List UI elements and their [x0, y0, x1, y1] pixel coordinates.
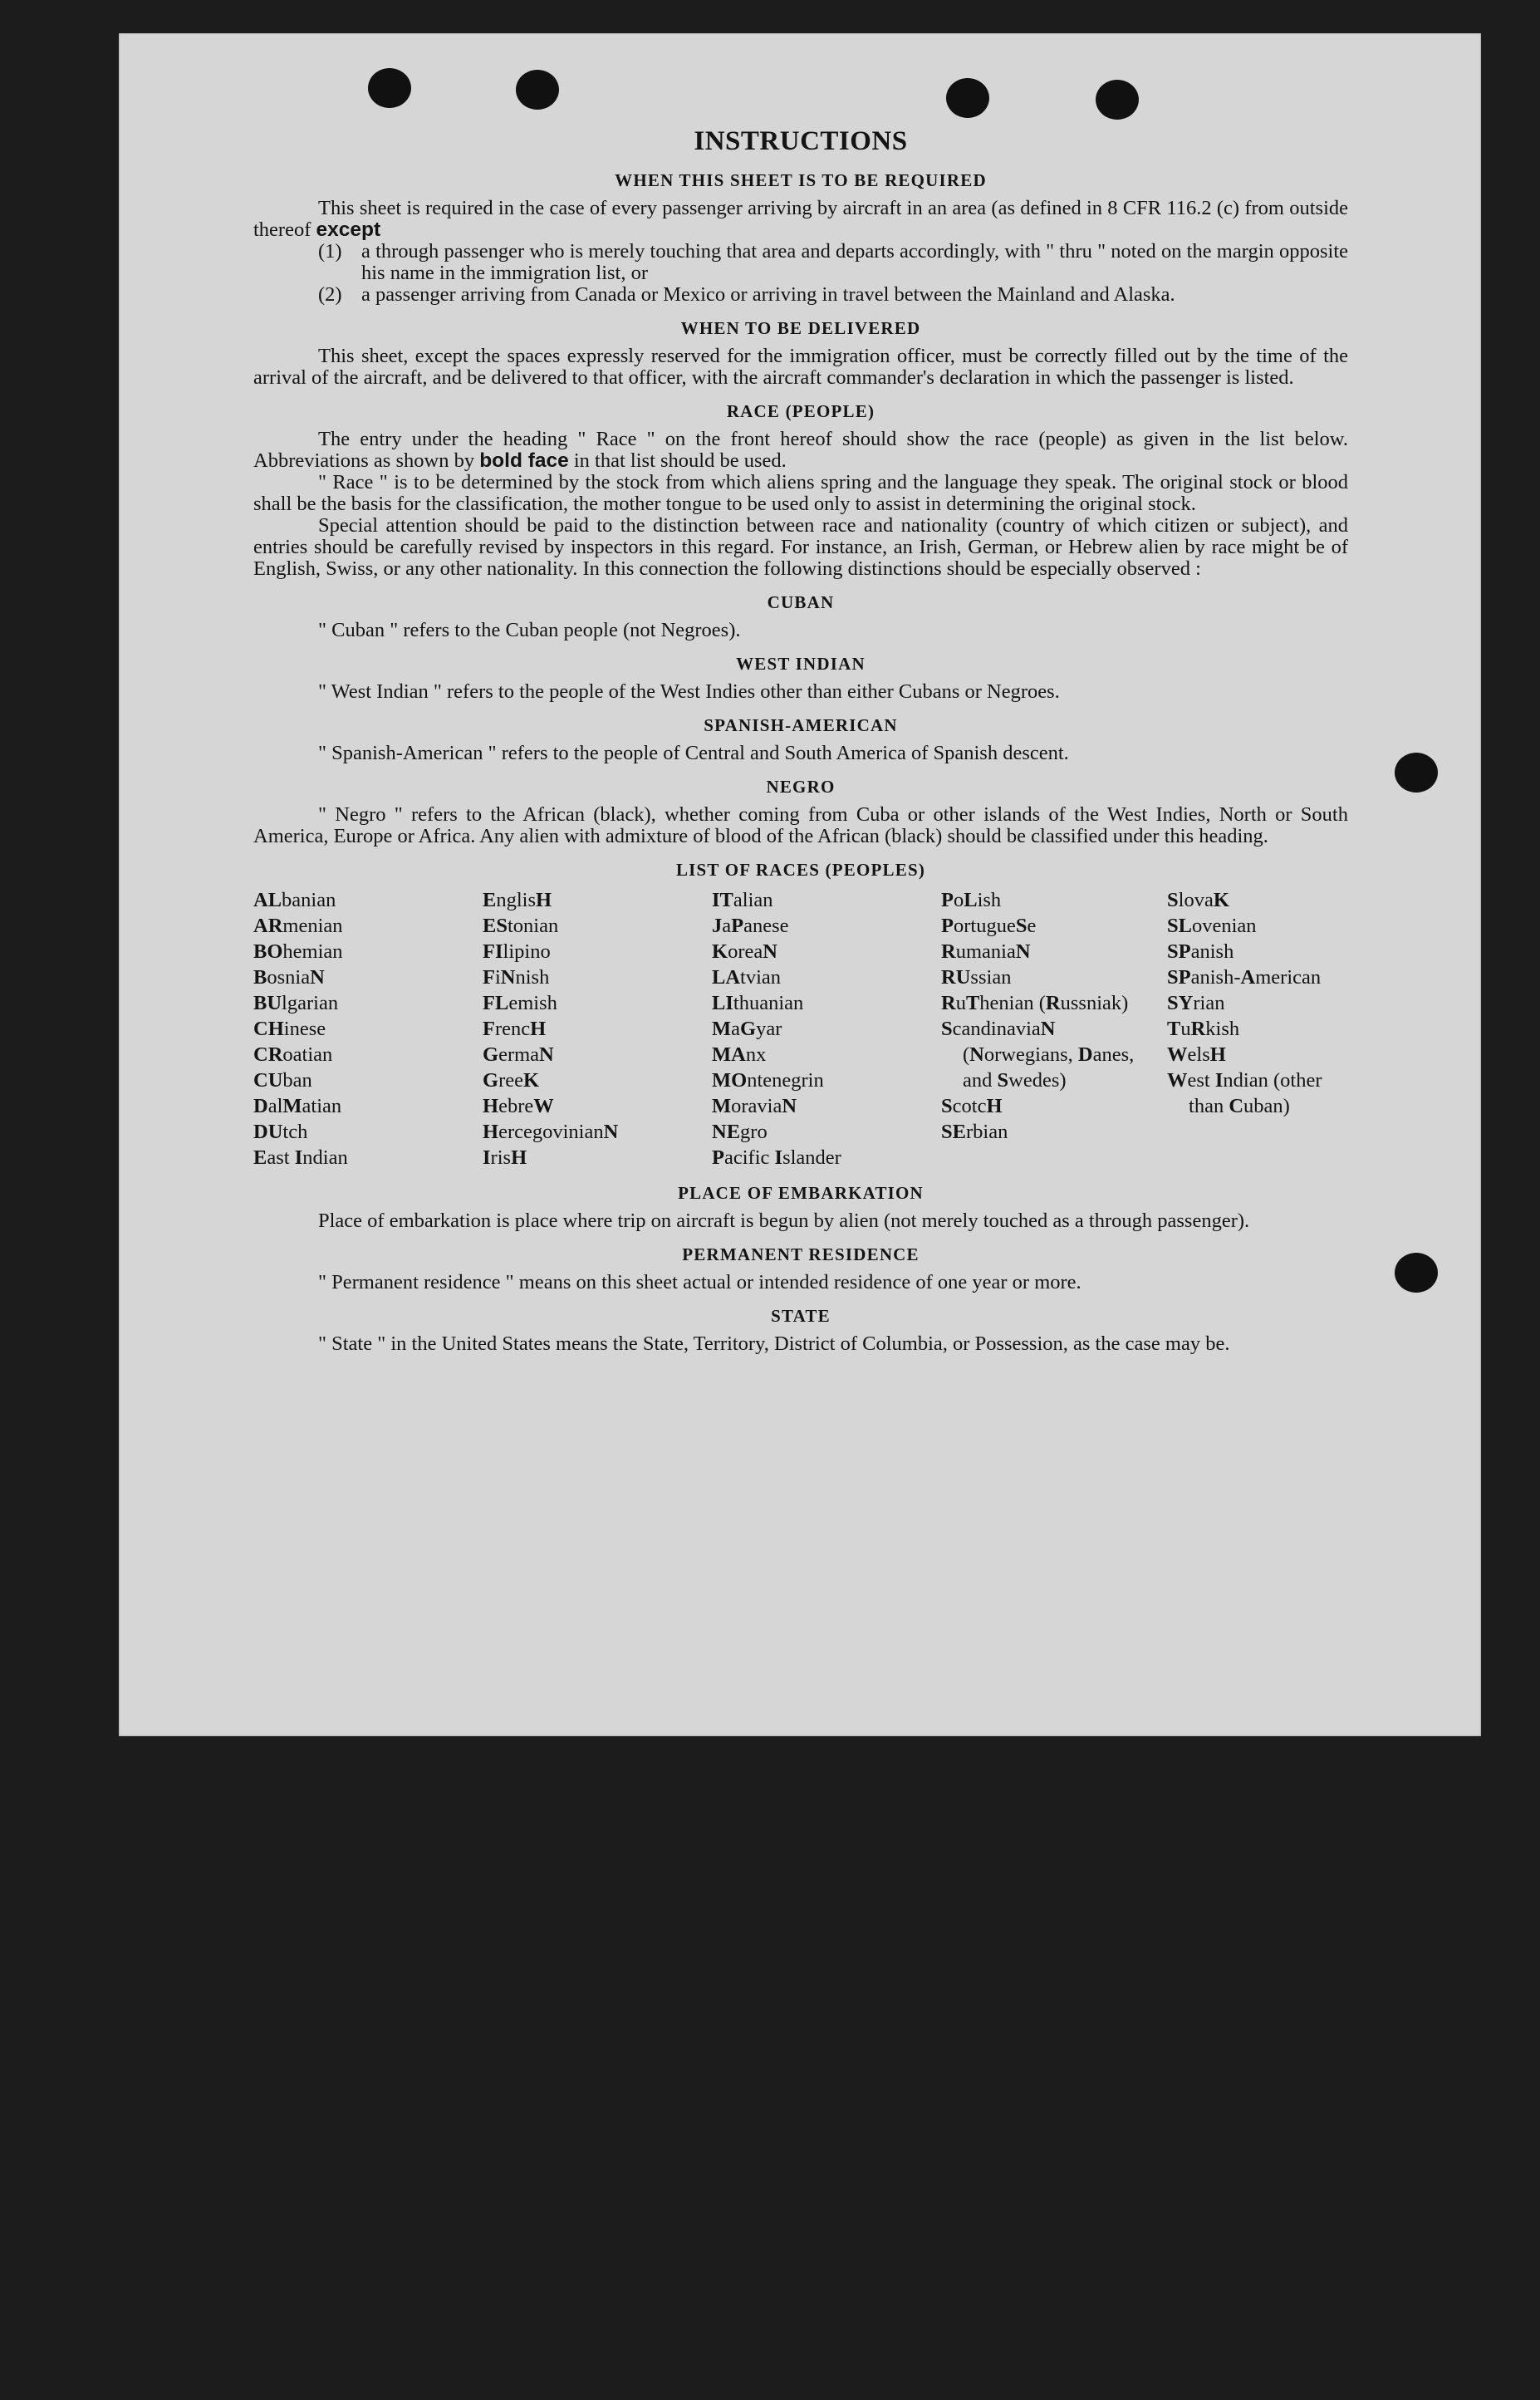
- paragraph: This sheet, except the spaces expressly reserved for the immigration officer, must be correctly filled out by the time of the arrival of the aircraft, and be delivered to that officer, with the aircraft commander's declaration in which the passenger is listed.: [253, 345, 1348, 389]
- race-entry: RUssian: [941, 966, 1012, 989]
- race-entry: BOhemian: [253, 940, 343, 963]
- race-entry: SPanish-American: [1167, 966, 1322, 989]
- race-entry: RumaniaN: [941, 940, 1031, 963]
- race-column: [941, 887, 1167, 1171]
- paragraph: " West Indian " refers to the people of the West Indies other than either Cubans or Negroes.: [318, 680, 1060, 703]
- race-entry: East Indian: [253, 1146, 348, 1169]
- emphasis-text: bold face: [479, 449, 569, 472]
- paragraph: Special attention should be paid to the distinction between race and nationality (country of which citizen or subject), and entries should be carefully revised by inspectors in this regard. For instance, an Irish, German, or Hebrew alien by race might be of English, Swiss, or any other nationality. In this connection the following distinctions should be especially observed :: [253, 514, 1348, 580]
- race-entry: GreeK: [483, 1069, 540, 1092]
- race-entry: FLemish: [483, 992, 557, 1014]
- section-heading: WHEN THIS SHEET IS TO BE REQUIRED: [615, 170, 987, 190]
- section-heading: CUBAN: [767, 592, 835, 612]
- punch-hole: [1395, 753, 1438, 793]
- punch-hole: [1096, 80, 1139, 120]
- item-text: a through passenger who is merely touching that area and departs accordingly, with " thru " noted on the margin opposite his name in the immigration list, or: [361, 240, 1348, 284]
- race-entry: JaPanese: [712, 915, 789, 937]
- section-heading: PLACE OF EMBARKATION: [678, 1183, 924, 1203]
- list-item: [318, 284, 1348, 306]
- paragraph: " Negro " refers to the African (black), whether coming from Cuba or other islands of the West Indies, North or South America, Europe or Africa. Any alien with admixture of blood of the African (black) should be classified under this heading.: [253, 803, 1348, 847]
- item-number: (1): [318, 240, 342, 263]
- punch-hole: [368, 68, 411, 108]
- race-entry: WelsH: [1167, 1043, 1226, 1066]
- section-heading: LIST OF RACES (PEOPLES): [675, 860, 926, 880]
- section-heading: NEGRO: [766, 777, 836, 797]
- race-entry: IrisH: [483, 1146, 527, 1169]
- race-entry: FrencH: [483, 1018, 547, 1040]
- race-list: [253, 887, 1348, 1171]
- list-item: [318, 241, 1348, 284]
- paragraph-text: This sheet is required in the case of every passenger arriving by aircraft in an area (as defined in 8 CFR 116.2 (c) from outside thereof: [253, 197, 1348, 241]
- race-entry: EStonian: [483, 915, 559, 937]
- race-entry: SlovaK: [1167, 889, 1229, 911]
- race-column: [712, 887, 941, 1171]
- race-entry: ScotcH: [941, 1095, 1003, 1117]
- race-entry: LAtvian: [712, 966, 782, 989]
- paragraph-text: The entry under the heading " Race " on the front hereof should show the race (people) as given in the list below. Abbreviations as shown by: [253, 428, 1348, 472]
- paragraph: " Spanish-American " refers to the people of Central and South America of Spanish descent.: [318, 742, 1069, 764]
- paragraph: " Race " is to be determined by the stock from which aliens spring and the language they speak. The original stock or blood shall be the basis for the classification, the mother tongue to be used only to assist in determining the original stock.: [253, 471, 1348, 515]
- race-entry: GermaN: [483, 1043, 554, 1066]
- race-entry: SPanish: [1167, 940, 1234, 963]
- race-entry: NEgro: [712, 1121, 768, 1143]
- instructions-content: [253, 125, 1348, 1355]
- race-column: [483, 887, 712, 1171]
- section-heading: RACE (PEOPLE): [726, 401, 875, 421]
- emphasis-text: except: [316, 218, 381, 241]
- punch-hole: [946, 78, 989, 118]
- race-entry: MoraviaN: [712, 1095, 797, 1117]
- race-entry: CUban: [253, 1069, 312, 1092]
- paragraph: " State " in the United States means the State, Territory, District of Columbia, or Possession, as the case may be.: [318, 1333, 1230, 1355]
- race-entry: SErbian: [941, 1121, 1008, 1143]
- race-entry: ScandinaviaN (Norwegians, Danes, and Swedes): [941, 1018, 1135, 1092]
- race-entry: PortugueSe: [941, 915, 1037, 937]
- section-heading: WHEN TO BE DELIVERED: [680, 318, 921, 338]
- race-entry: ALbanian: [253, 889, 336, 911]
- race-entry: CRoatian: [253, 1043, 333, 1066]
- paragraph: Place of embarkation is place where trip on aircraft is begun by alien (not merely touched as a through passenger).: [318, 1210, 1250, 1232]
- paragraph: " Cuban " refers to the Cuban people (not Negroes).: [318, 619, 741, 641]
- race-entry: BosniaN: [253, 966, 325, 989]
- race-entry: West Indian (other than Cuban): [1167, 1069, 1322, 1117]
- race-entry: ARmenian: [253, 915, 343, 937]
- race-entry: SYrian: [1167, 992, 1225, 1014]
- paragraph: [253, 198, 1348, 241]
- race-entry: FiNnish: [483, 966, 550, 989]
- race-entry: HercegovinianN: [483, 1121, 619, 1143]
- punch-hole: [516, 70, 559, 110]
- document-sheet: [119, 33, 1481, 1736]
- paragraph: [253, 429, 1348, 472]
- paragraph-text: in that list should be used.: [568, 449, 787, 472]
- item-text: a passenger arriving from Canada or Mexico or arriving in travel between the Mainland and Alaska.: [361, 283, 1175, 306]
- race-entry: MAnx: [712, 1043, 767, 1066]
- race-column: [253, 887, 483, 1171]
- section-heading: PERMANENT RESIDENCE: [682, 1244, 920, 1264]
- race-entry: HebreW: [483, 1095, 554, 1117]
- punch-hole: [1395, 1253, 1438, 1293]
- paragraph: " Permanent residence " means on this sheet actual or intended residence of one year or more.: [318, 1271, 1081, 1293]
- race-entry: SLovenian: [1167, 915, 1257, 937]
- race-entry: RuThenian (Russniak): [941, 992, 1129, 1014]
- race-entry: ITalian: [712, 889, 773, 911]
- section-heading: SPANISH-AMERICAN: [704, 715, 898, 735]
- race-entry: EnglisH: [483, 889, 552, 911]
- race-entry: PoLish: [941, 889, 1002, 911]
- section-heading: STATE: [771, 1306, 831, 1326]
- race-column: [1167, 887, 1348, 1171]
- race-entry: KoreaN: [712, 940, 777, 963]
- race-entry: DUtch: [253, 1121, 308, 1143]
- item-number: (2): [318, 283, 342, 306]
- race-entry: MaGyar: [712, 1018, 782, 1040]
- race-entry: LIthuanian: [712, 992, 804, 1014]
- race-entry: FIlipino: [483, 940, 551, 963]
- race-entry: TuRkish: [1167, 1018, 1240, 1040]
- race-entry: CHinese: [253, 1018, 326, 1040]
- race-entry: MOntenegrin: [712, 1069, 824, 1092]
- race-entry: Pacific Islander: [712, 1146, 841, 1169]
- section-heading: WEST INDIAN: [736, 654, 866, 674]
- race-entry: BUlgarian: [253, 992, 339, 1014]
- race-entry: DalMatian: [253, 1095, 342, 1117]
- page-title: INSTRUCTIONS: [694, 126, 908, 156]
